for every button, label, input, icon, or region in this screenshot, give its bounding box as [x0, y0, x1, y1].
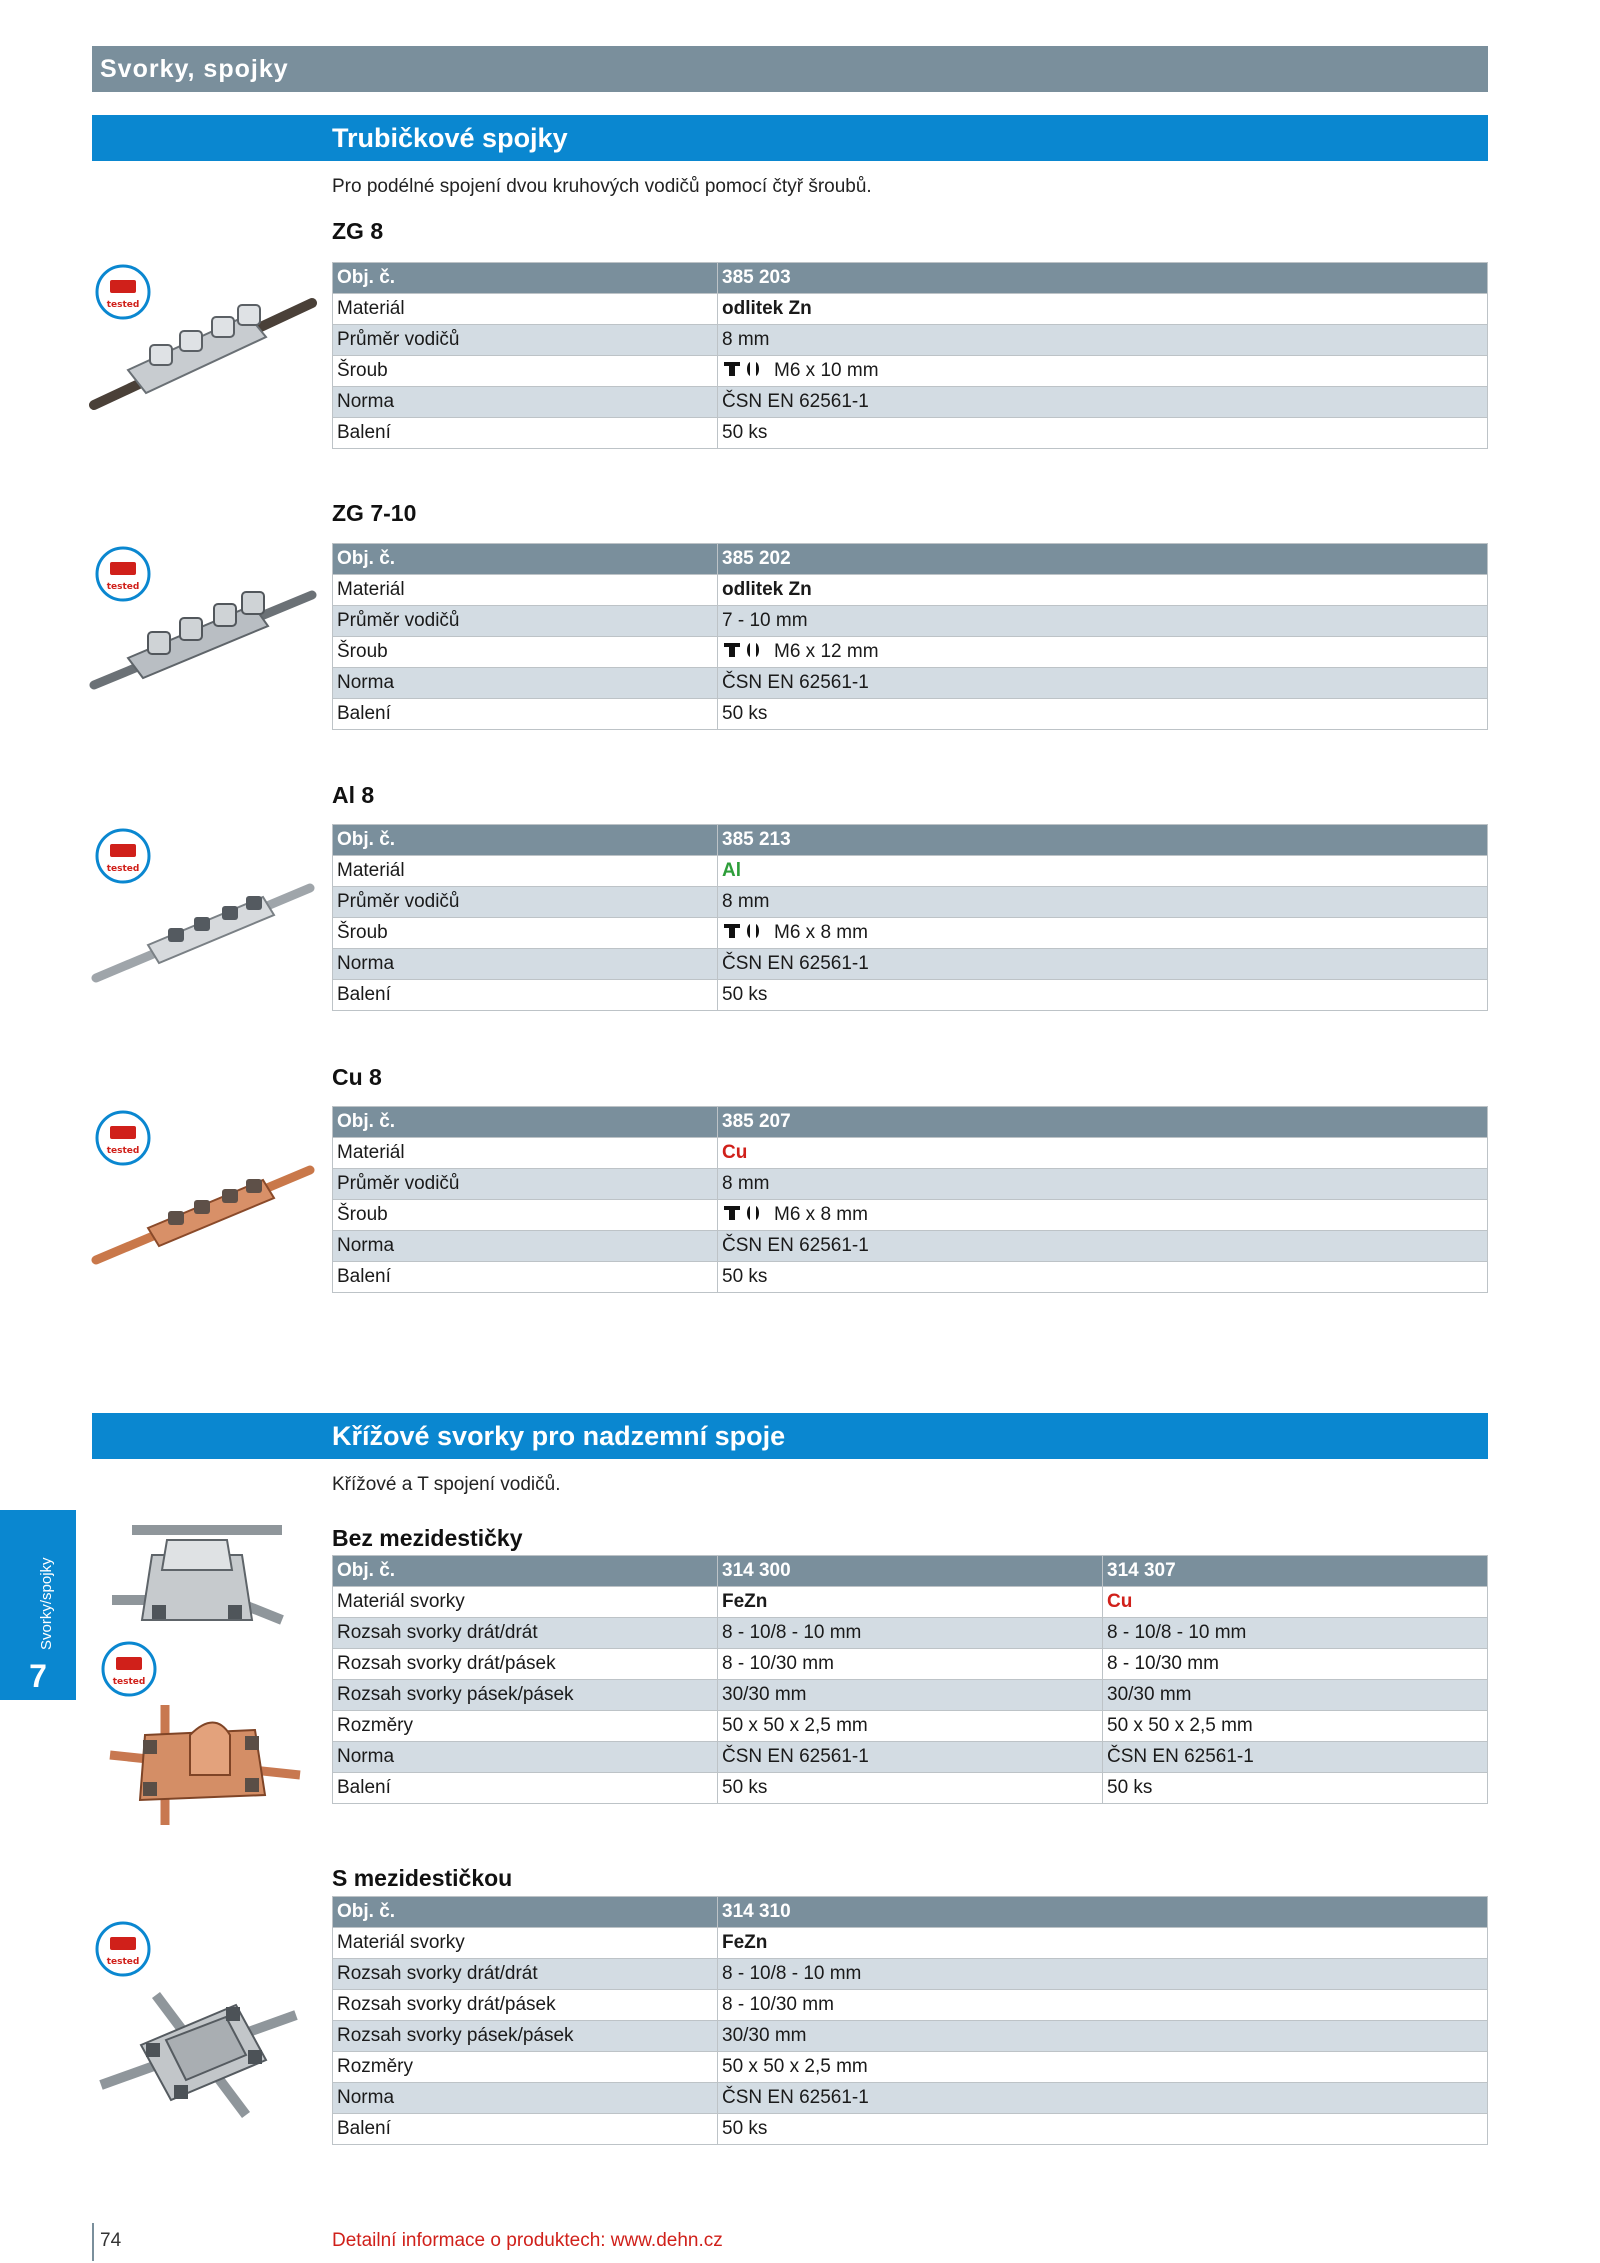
table-cell: 385 203 — [718, 263, 1488, 294]
table-header-row — [333, 263, 1488, 294]
table-cell: 385 213 — [718, 825, 1488, 856]
spec-table-zg7-10 — [332, 543, 1488, 730]
table-cell: Obj. č. — [333, 544, 718, 575]
chapter-side-tab[interactable] — [0, 1510, 76, 1700]
table-row — [333, 1138, 1488, 1169]
tested-badge-text: tested — [112, 1677, 146, 1687]
screw-type-icon — [722, 922, 768, 940]
table-row — [333, 1200, 1488, 1231]
chapter-label: Svorky/spojky — [38, 1557, 55, 1650]
tested-badge-text: tested — [106, 864, 140, 874]
table-row — [333, 387, 1488, 418]
table-row — [333, 1169, 1488, 1200]
table-cell: 8 - 10/30 mm — [1103, 1649, 1488, 1680]
table-cell: Rozsah svorky drát/drát — [333, 1618, 718, 1649]
table-cell: Rozměry — [333, 1711, 718, 1742]
product-image-zg7-10 — [88, 560, 318, 700]
table-row — [333, 2021, 1488, 2052]
footer-product-info-link[interactable]: Detailní informace o produktech: www.dehn.cz — [332, 2230, 723, 2251]
screw-type-icon — [722, 1204, 768, 1222]
table-cell: Norma — [333, 1742, 718, 1773]
table-cell: 50 ks — [718, 418, 1488, 449]
product-image-cu8 — [88, 1140, 318, 1270]
table-cell: Materiál svorky — [333, 1587, 718, 1618]
table-cell: ČSN EN 62561-1 — [718, 1742, 1103, 1773]
tested-badge-text: tested — [106, 300, 140, 310]
section-description: Pro podélné spojení dvou kruhových vodičů pomocí čtyř šroubů. — [332, 176, 872, 197]
tested-badge-text: tested — [106, 1146, 140, 1156]
table-cell: 385 202 — [718, 544, 1488, 575]
table-header-row — [333, 1556, 1488, 1587]
table-cell: Balení — [333, 1773, 718, 1804]
table-header-row — [333, 1107, 1488, 1138]
table-cell: Průměr vodičů — [333, 325, 718, 356]
product-image-cross-clamp-plate — [96, 1975, 306, 2125]
table-cell: Materiál — [333, 575, 718, 606]
table-cell: Norma — [333, 668, 718, 699]
section-description: Křížové a T spojení vodičů. — [332, 1474, 561, 1495]
table-row — [333, 418, 1488, 449]
table-row — [333, 294, 1488, 325]
table-cell: 8 - 10/8 - 10 mm — [1103, 1618, 1488, 1649]
table-cell: Cu — [1103, 1587, 1488, 1618]
table-row — [333, 1990, 1488, 2021]
spec-table-cu8 — [332, 1106, 1488, 1293]
product-title: S mezidestičkou — [332, 1865, 513, 1891]
table-row — [333, 887, 1488, 918]
table-cell: Materiál — [333, 294, 718, 325]
table-row — [333, 1742, 1488, 1773]
table-cell: Průměr vodičů — [333, 887, 718, 918]
table-cell: Materiál — [333, 1138, 718, 1169]
spec-table-cross-clamp — [332, 1555, 1488, 1804]
table-cell: 30/30 mm — [1103, 1680, 1488, 1711]
table-cell: Obj. č. — [333, 263, 718, 294]
table-cell: 50 ks — [718, 1262, 1488, 1293]
table-cell: Šroub — [333, 918, 718, 949]
table-row — [333, 980, 1488, 1011]
table-cell: odlitek Zn — [718, 575, 1488, 606]
table-row — [333, 2114, 1488, 2145]
table-cell: Průměr vodičů — [333, 1169, 718, 1200]
table-cell: Norma — [333, 387, 718, 418]
table-row — [333, 1649, 1488, 1680]
table-cell: ČSN EN 62561-1 — [718, 2083, 1488, 2114]
table-cell: ČSN EN 62561-1 — [718, 1231, 1488, 1262]
table-cell: 8 - 10/30 mm — [718, 1990, 1488, 2021]
table-cell: 50 x 50 x 2,5 mm — [718, 1711, 1103, 1742]
table-cell: 50 x 50 x 2,5 mm — [718, 2052, 1488, 2083]
table-cell: 30/30 mm — [718, 1680, 1103, 1711]
product-title: Bez mezidestičky — [332, 1525, 523, 1551]
table-cell: Norma — [333, 2083, 718, 2114]
table-cell: Rozsah svorky pásek/pásek — [333, 2021, 718, 2052]
table-cell: Průměr vodičů — [333, 606, 718, 637]
table-row — [333, 1680, 1488, 1711]
table-row — [333, 1618, 1488, 1649]
table-cell: 50 ks — [718, 2114, 1488, 2145]
table-cell: Norma — [333, 1231, 718, 1262]
table-row — [333, 356, 1488, 387]
table-row — [333, 1587, 1488, 1618]
footer-divider — [92, 2223, 94, 2261]
table-cell: 8 mm — [718, 1169, 1488, 1200]
table-row — [333, 699, 1488, 730]
tested-badge-text: tested — [106, 1957, 140, 1967]
screw-type-icon — [722, 641, 768, 659]
table-cell: 50 ks — [718, 699, 1488, 730]
product-title: Al 8 — [332, 782, 375, 808]
product-title: Cu 8 — [332, 1064, 382, 1090]
table-row — [333, 949, 1488, 980]
table-cell: 385 207 — [718, 1107, 1488, 1138]
table-cell: Balení — [333, 699, 718, 730]
table-cell: Rozsah svorky pásek/pásek — [333, 1680, 718, 1711]
table-row — [333, 1928, 1488, 1959]
table-cell: Obj. č. — [333, 1556, 718, 1587]
table-cell: Šroub — [333, 1200, 718, 1231]
product-image-zg8 — [88, 275, 318, 415]
tested-badge-icon — [94, 1920, 152, 1978]
product-image-cross-clamp-cu — [105, 1700, 305, 1830]
table-cell: Šroub — [333, 356, 718, 387]
table-cell: 8 - 10/8 - 10 mm — [718, 1959, 1488, 1990]
spec-table-zg8 — [332, 262, 1488, 449]
table-row — [333, 637, 1488, 668]
table-cell: Balení — [333, 980, 718, 1011]
table-cell: 30/30 mm — [718, 2021, 1488, 2052]
table-cell: Rozsah svorky drát/pásek — [333, 1649, 718, 1680]
table-cell: Materiál svorky — [333, 1928, 718, 1959]
table-cell: Obj. č. — [333, 825, 718, 856]
table-header-row — [333, 544, 1488, 575]
table-row — [333, 325, 1488, 356]
table-cell: Materiál — [333, 856, 718, 887]
table-cell: Balení — [333, 1262, 718, 1293]
table-row — [333, 668, 1488, 699]
table-cell: 314 310 — [718, 1897, 1488, 1928]
table-cell: Rozsah svorky drát/pásek — [333, 1990, 718, 2021]
table-cell: 50 ks — [718, 1773, 1103, 1804]
table-row — [333, 575, 1488, 606]
table-cell: 8 - 10/8 - 10 mm — [718, 1618, 1103, 1649]
table-cell: 7 - 10 mm — [718, 606, 1488, 637]
table-cell: FeZn — [718, 1928, 1488, 1959]
table-cell: Šroub — [333, 637, 718, 668]
product-title: ZG 7-10 — [332, 500, 417, 526]
table-cell: Obj. č. — [333, 1897, 718, 1928]
section-title-cross-clamps: Křížové svorky pro nadzemní spoje — [92, 1413, 1488, 1459]
table-cell: 8 - 10/30 mm — [718, 1649, 1103, 1680]
table-row — [333, 918, 1488, 949]
table-cell: FeZn — [718, 1587, 1103, 1618]
table-cell: ČSN EN 62561-1 — [1103, 1742, 1488, 1773]
table-row — [333, 1711, 1488, 1742]
table-row — [333, 2052, 1488, 2083]
table-row — [333, 1231, 1488, 1262]
table-header-row — [333, 825, 1488, 856]
table-row — [333, 606, 1488, 637]
spec-table-al8 — [332, 824, 1488, 1011]
table-cell: ČSN EN 62561-1 — [718, 949, 1488, 980]
table-cell: 314 300 — [718, 1556, 1103, 1587]
table-cell: Obj. č. — [333, 1107, 718, 1138]
table-cell: Norma — [333, 949, 718, 980]
product-image-al8 — [88, 860, 318, 990]
section-title-tube-connectors: Trubičkové spojky — [92, 115, 1488, 161]
table-row — [333, 2083, 1488, 2114]
table-cell: M6 x 10 mm — [718, 356, 1488, 387]
table-cell: Balení — [333, 2114, 718, 2145]
table-cell: M6 x 12 mm — [718, 637, 1488, 668]
table-row — [333, 1262, 1488, 1293]
table-cell: Rozsah svorky drát/drát — [333, 1959, 718, 1990]
table-row — [333, 856, 1488, 887]
tested-badge-icon — [100, 1640, 158, 1698]
product-title: ZG 8 — [332, 218, 384, 244]
table-cell: 50 ks — [1103, 1773, 1488, 1804]
table-cell: 8 mm — [718, 325, 1488, 356]
table-cell: M6 x 8 mm — [718, 1200, 1488, 1231]
table-cell: Balení — [333, 418, 718, 449]
page-number: 74 — [100, 2230, 122, 2251]
table-cell: 314 307 — [1103, 1556, 1488, 1587]
table-cell: 50 x 50 x 2,5 mm — [1103, 1711, 1488, 1742]
table-cell: Cu — [718, 1138, 1488, 1169]
chapter-number: 7 — [29, 1658, 47, 1694]
table-cell: odlitek Zn — [718, 294, 1488, 325]
table-cell: Al — [718, 856, 1488, 887]
table-cell: 50 ks — [718, 980, 1488, 1011]
table-cell: 8 mm — [718, 887, 1488, 918]
table-row — [333, 1773, 1488, 1804]
table-cell: M6 x 8 mm — [718, 918, 1488, 949]
table-header-row — [333, 1897, 1488, 1928]
spec-table-cross-clamp-plate — [332, 1896, 1488, 2145]
table-cell: ČSN EN 62561-1 — [718, 668, 1488, 699]
category-header-bar: Svorky, spojky — [92, 46, 1488, 92]
product-image-cross-clamp-fezn — [92, 1510, 292, 1650]
tested-badge-text: tested — [106, 582, 140, 592]
table-cell: Rozměry — [333, 2052, 718, 2083]
table-row — [333, 1959, 1488, 1990]
screw-type-icon — [722, 360, 768, 378]
table-cell: ČSN EN 62561-1 — [718, 387, 1488, 418]
